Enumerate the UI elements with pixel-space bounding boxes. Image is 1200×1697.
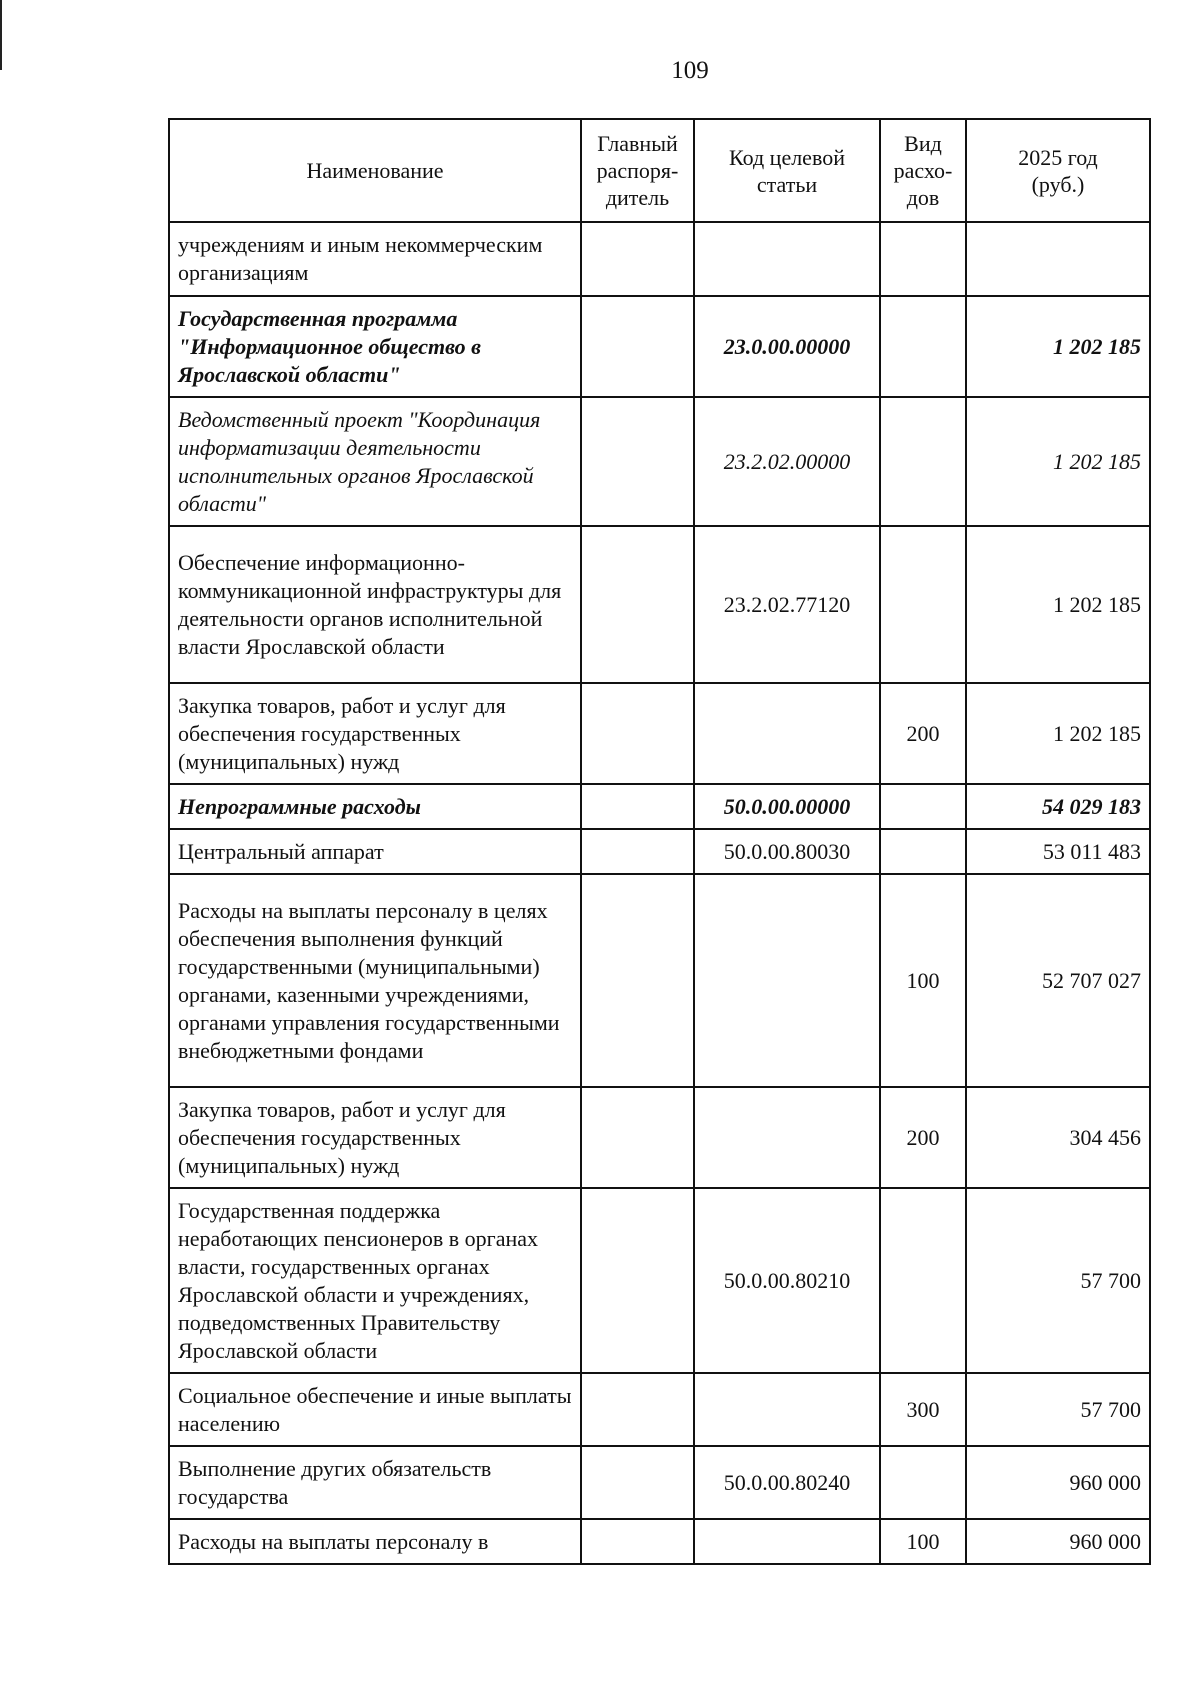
row-expense-kind [880, 829, 966, 874]
row-amount: 304 456 [966, 1087, 1150, 1188]
header-name: Наименование [169, 119, 581, 222]
table-row [169, 1373, 1150, 1446]
row-name: Расходы на выплаты персоналу в [169, 1519, 581, 1564]
row-manager [581, 1188, 694, 1373]
row-name: Расходы на выплаты персоналу в целях обеспечения выполнения функций государственными (муниципальными) органами, казенными учреждениями, органами управления государственными внебюджетными фондами [169, 874, 581, 1087]
row-expense-kind: 100 [880, 1519, 966, 1564]
row-amount: 53 011 483 [966, 829, 1150, 874]
row-amount: 52 707 027 [966, 874, 1150, 1087]
row-expense-kind [880, 526, 966, 683]
row-target-code: 23.0.00.00000 [694, 296, 880, 397]
row-expense-kind: 100 [880, 874, 966, 1087]
table-row [169, 526, 1150, 683]
row-expense-kind [880, 222, 966, 296]
row-amount: 1 202 185 [966, 397, 1150, 526]
row-target-code: 23.2.02.77120 [694, 526, 880, 683]
table-body [169, 222, 1150, 1564]
table-row [169, 397, 1150, 526]
row-amount: 54 029 183 [966, 784, 1150, 829]
row-target-code: 50.0.00.00000 [694, 784, 880, 829]
row-expense-kind: 300 [880, 1373, 966, 1446]
row-target-code [694, 1087, 880, 1188]
row-expense-kind [880, 1188, 966, 1373]
row-target-code [694, 874, 880, 1087]
row-target-code: 23.2.02.00000 [694, 397, 880, 526]
row-manager [581, 1087, 694, 1188]
row-amount: 1 202 185 [966, 526, 1150, 683]
row-name: Центральный аппарат [169, 829, 581, 874]
row-expense-kind [880, 784, 966, 829]
header-target-code: Код целевой статьи [694, 119, 880, 222]
row-name: Государственная программа "Информационное общество в Ярославской области" [169, 296, 581, 397]
row-amount [966, 222, 1150, 296]
row-name: Государственная поддержка неработающих пенсионеров в органах власти, государственных органах Ярославской области и учреждениях, подведомственных Правительству Ярославской области [169, 1188, 581, 1373]
row-amount: 960 000 [966, 1519, 1150, 1564]
row-target-code [694, 1519, 880, 1564]
row-name: учреждениям и иным некоммерческим организациям [169, 222, 581, 296]
row-name: Непрограммные расходы [169, 784, 581, 829]
row-target-code: 50.0.00.80240 [694, 1446, 880, 1519]
row-expense-kind: 200 [880, 1087, 966, 1188]
row-manager [581, 222, 694, 296]
row-target-code: 50.0.00.80030 [694, 829, 880, 874]
row-manager [581, 526, 694, 683]
row-target-code [694, 683, 880, 784]
table-row [169, 1446, 1150, 1519]
table-header-row [169, 119, 1150, 222]
row-name: Закупка товаров, работ и услуг для обеспечения государственных (муниципальных) нужд [169, 1087, 581, 1188]
row-manager [581, 1446, 694, 1519]
row-name: Ведомственный проект "Координация информатизации деятельности исполнительных органов Ярославской области" [169, 397, 581, 526]
row-amount: 57 700 [966, 1373, 1150, 1446]
table-row [169, 784, 1150, 829]
row-manager [581, 397, 694, 526]
row-expense-kind [880, 296, 966, 397]
table-row [169, 296, 1150, 397]
table-row [169, 829, 1150, 874]
row-manager [581, 784, 694, 829]
row-manager [581, 296, 694, 397]
row-amount: 960 000 [966, 1446, 1150, 1519]
table-row [169, 1188, 1150, 1373]
page-number: 109 [671, 57, 709, 84]
table-row [169, 1087, 1150, 1188]
row-name: Закупка товаров, работ и услуг для обеспечения государственных (муниципальных) нужд [169, 683, 581, 784]
row-name: Обеспечение информационно-коммуникационной инфраструктуры для деятельности органов исполнительной власти Ярославской области [169, 526, 581, 683]
header-expense-kind: Вид расхо- дов [880, 119, 966, 222]
table-row [169, 1519, 1150, 1564]
row-manager [581, 829, 694, 874]
row-name: Социальное обеспечение и иные выплаты населению [169, 1373, 581, 1446]
table-row [169, 222, 1150, 296]
row-amount: 1 202 185 [966, 296, 1150, 397]
row-name: Выполнение других обязательств государства [169, 1446, 581, 1519]
row-target-code [694, 1373, 880, 1446]
row-expense-kind [880, 1446, 966, 1519]
row-expense-kind: 200 [880, 683, 966, 784]
row-target-code: 50.0.00.80210 [694, 1188, 880, 1373]
row-manager [581, 874, 694, 1087]
row-amount: 1 202 185 [966, 683, 1150, 784]
table-row [169, 874, 1150, 1087]
header-manager: Главный распоря- дитель [581, 119, 694, 222]
row-amount: 57 700 [966, 1188, 1150, 1373]
row-manager [581, 1519, 694, 1564]
budget-table [168, 118, 1151, 1565]
header-amount-2025: 2025 год (руб.) [966, 119, 1150, 222]
row-manager [581, 1373, 694, 1446]
row-manager [581, 683, 694, 784]
table-row [169, 683, 1150, 784]
row-expense-kind [880, 397, 966, 526]
row-target-code [694, 222, 880, 296]
